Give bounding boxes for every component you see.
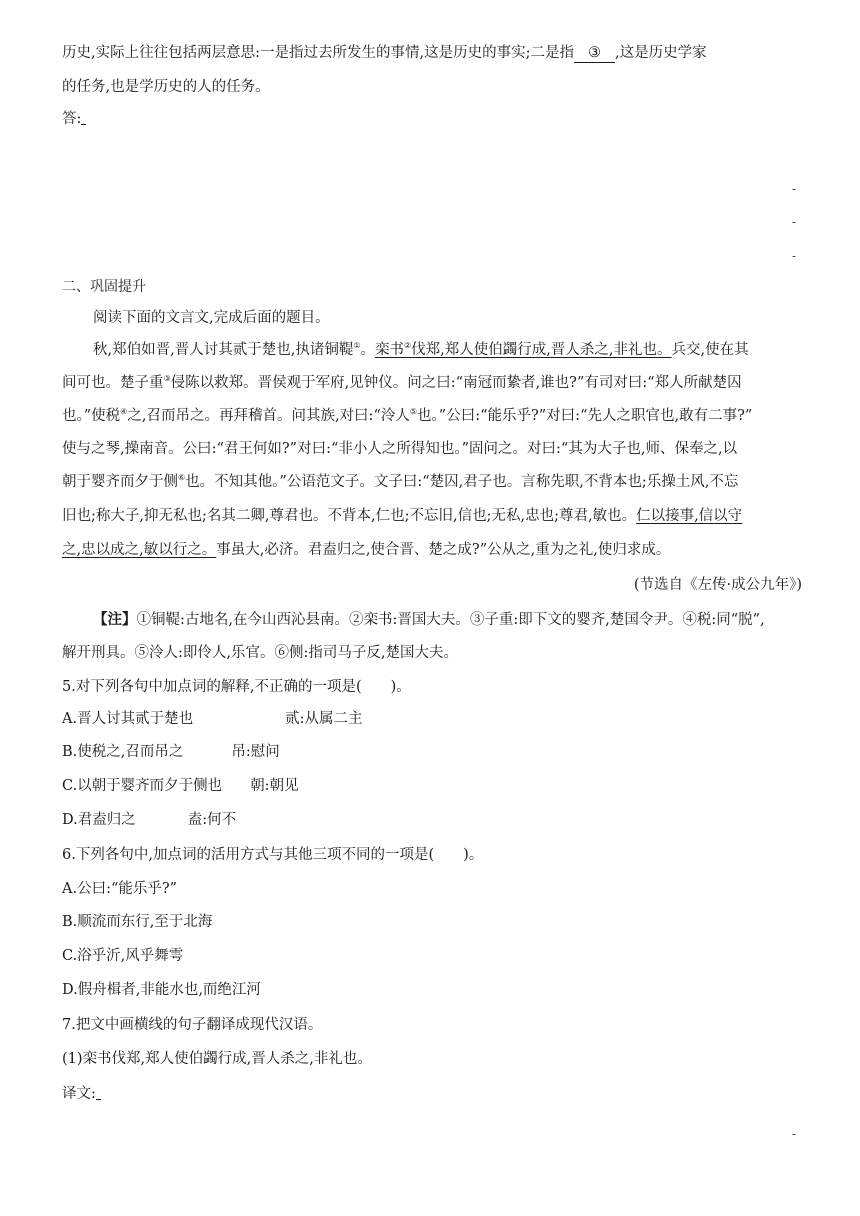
q7-translation-line: 译文: bbox=[62, 1084, 802, 1104]
underlined-sentence-2: 仁以接事,信以守 bbox=[636, 508, 743, 524]
passage-line: 间可也。楚子重③侵陈以救郑。晋侯观于军府,见钟仪。问之曰:“南冠而絷者,谁也?”有司对曰:“郑人所献楚囚 bbox=[62, 374, 742, 391]
notes-line: 解开刑具。⑤泠人:即伶人,乐官。⑥侧:指司马子反,楚国大夫。 bbox=[62, 645, 458, 661]
q6-option-a[interactable]: A.公曰:“能乐乎?” bbox=[62, 881, 178, 897]
question-6-stem: 6.下列各句中,加点词的活用方式与其他三项不同的一项是( )。 bbox=[62, 847, 484, 863]
answer-field[interactable] bbox=[81, 110, 86, 125]
q7-item-1: (1)栾书伐郑,郑人使伯蠲行成,晋人杀之,非礼也。 bbox=[62, 1051, 372, 1067]
passage-line: 朝于婴齐而夕于侧⑥也。不知其他。”公语范文子。文子曰:“楚囚,君子也。言称先职,不背本也;乐操土风,不忘 bbox=[62, 473, 739, 490]
q5-option-c[interactable]: C.以朝于婴齐而夕于侧也 朝:朝见 bbox=[62, 778, 299, 794]
q5-option-a[interactable]: A.晋人讨其贰于楚也 贰:从属二主 bbox=[62, 711, 363, 727]
notes-line: 【注】①铜鞮:古地名,在今山西沁县南。②栾书:晋国大夫。③子重:即下文的婴齐,楚国令尹。④税:同“脱”, bbox=[93, 611, 765, 628]
passage-line: 也。”使税④之,召而吊之。再拜稽首。问其族,对曰:“泠人⑤也。”公曰:“能乐乎?”对曰:“先人之职官也,敢有二事?” bbox=[62, 407, 753, 424]
question-5-stem: 5.对下列各句中加点词的解释,不正确的一项是( )。 bbox=[62, 679, 411, 695]
passage-line: 使与之琴,操南音。公曰:“君王何如?”对曰:“非小人之所得知也。”固问之。对曰:“其为大子也,师、保奉之,以 bbox=[62, 441, 738, 457]
reading-instruction: 阅读下面的文言文,完成后面的题目。 bbox=[93, 310, 330, 326]
q4-answer-line: 答: bbox=[62, 109, 802, 129]
q4-line-2: 的任务,也是学历史的人的任务。 bbox=[62, 79, 270, 95]
answer-rule-dash: - bbox=[792, 182, 797, 196]
passage-line: 旧也;称大子,抑无私也;名其二卿,尊君也。不背本,仁也;不忘旧,信也;无私,忠也;尊君,敏也。仁以接事,信以守 bbox=[62, 508, 743, 524]
q6-option-b[interactable]: B.顺流而东行,至于北海 bbox=[62, 914, 213, 930]
q6-option-d[interactable]: D.假舟楫者,非能水也,而绝江河 bbox=[62, 982, 261, 998]
q6-option-c[interactable]: C.浴乎沂,风乎舞雩 bbox=[62, 948, 184, 964]
underlined-sentence-1: 栾书②伐郑,郑人使伯蠲行成,晋人杀之,非礼也。 bbox=[375, 341, 672, 358]
answer-rule-dash: - bbox=[792, 1127, 797, 1141]
underlined-sentence-2-cont: 之,忠以成之,敏以行之。 bbox=[62, 542, 217, 558]
section-heading: 二、巩固提升 bbox=[62, 279, 146, 295]
q5-option-d[interactable]: D.君盍归之 盍:何不 bbox=[62, 812, 237, 828]
question-7-stem: 7.把文中画横线的句子翻译成现代汉语。 bbox=[62, 1017, 323, 1033]
passage-line: 之,忠以成之,敏以行之。事虽大,必济。君盍归之,使合晋、楚之成?”公从之,重为之礼,使归求成。 bbox=[62, 542, 671, 558]
answer-rule-dash: - bbox=[792, 249, 797, 263]
answer-blank-3[interactable]: ③ bbox=[574, 44, 615, 63]
q5-option-b[interactable]: B.使税之,召而吊之 吊:慰问 bbox=[62, 744, 280, 760]
q4-line-1: 历史,实际上往往包括两层意思:一是指过去所发生的事情,这是历史的事实;二是指 ③ ,这是历史学家 bbox=[62, 45, 707, 61]
passage-source: (节选自《左传·成公九年》) bbox=[633, 577, 802, 593]
answer-rule-dash: - bbox=[792, 215, 797, 229]
translation-field[interactable] bbox=[96, 1085, 101, 1100]
passage-line: 秋,郑伯如晋,晋人讨其贰于楚也,执诸铜鞮①。栾书②伐郑,郑人使伯蠲行成,晋人杀之,非礼也。兵交,使在其 bbox=[93, 341, 749, 358]
